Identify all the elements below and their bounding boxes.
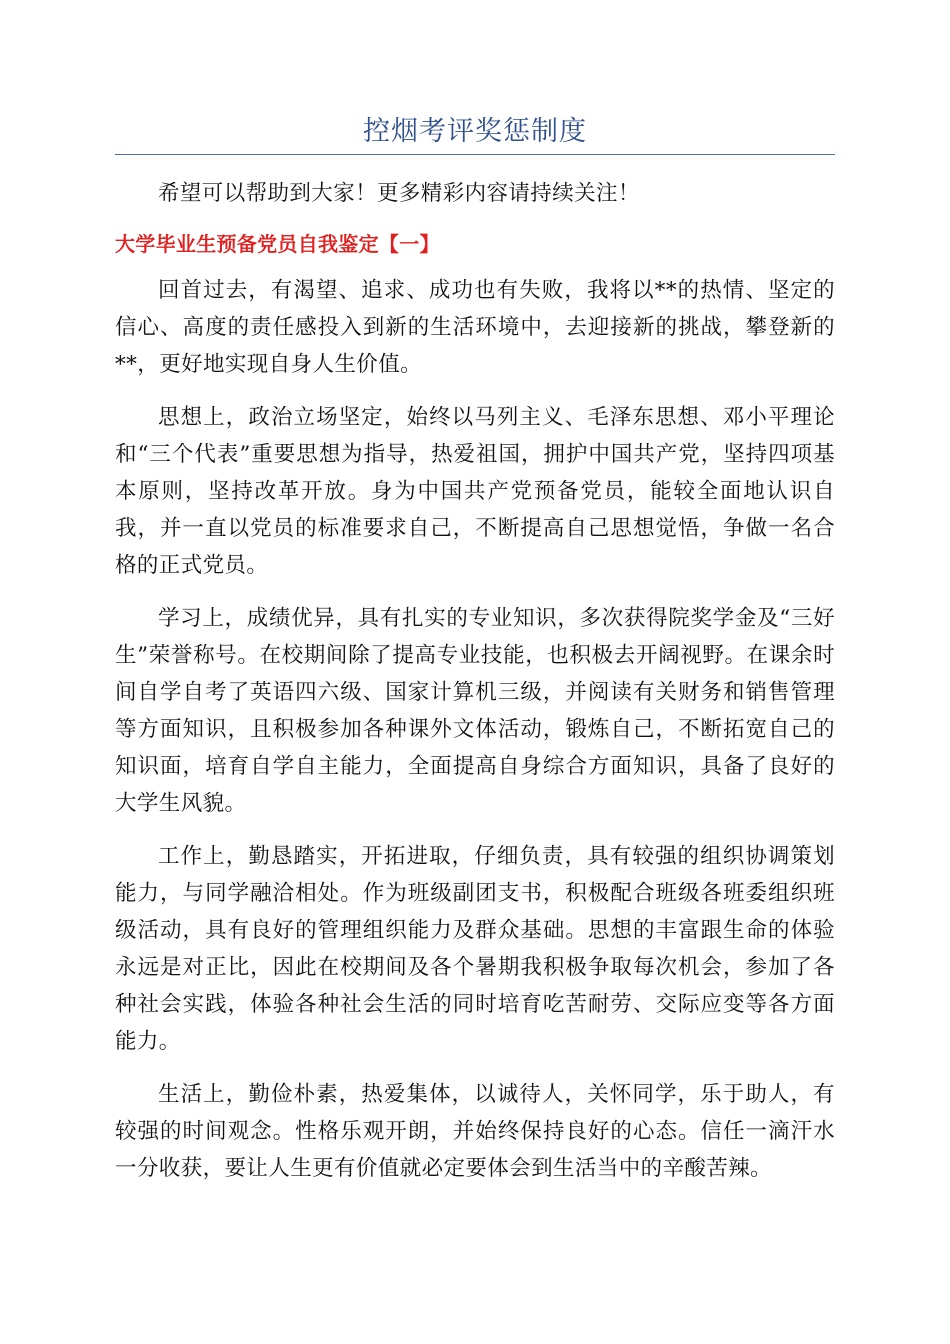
paragraph-study: 学习上，成绩优异，具有扎实的专业知识，多次获得院奖学金及“三好生”荣誉称号。在校期间除了提高专业技能，也积极去开阔视野。在课余时间自学自考了英语四六级、国家计算机三级，并阅读有关财务和销售管理等方面知识，且积极参加各种课外文体活动，锻炼自己，不断拓宽自己的知识面，培育自学自主能力，全面提高自身综合方面知识，具备了良好的大学生风貌。 bbox=[115, 606, 835, 816]
intro-line: 希望可以帮助到大家！更多精彩内容请持续关注！ bbox=[158, 181, 640, 206]
document-body bbox=[115, 175, 835, 1203]
section-heading: 大学毕业生预备党员自我鉴定【一】 bbox=[115, 232, 440, 256]
paragraph-review: 回首过去，有渴望、追求、成功也有失败，我将以**的热情、坚定的信心、高度的责任感投入到新的生活环境中，去迎接新的挑战，攀登新的**，更好地实现自身人生价值。 bbox=[115, 278, 835, 377]
paragraph-work: 工作上，勤恳踏实，开拓进取，仔细负责，具有较强的组织协调策划能力，与同学融洽相处。作为班级副团支书，积极配合班级各班委组织班级活动，具有良好的管理组织能力及群众基础。思想的丰富跟生命的体验永远是对正比，因此在校期间及各个暑期我积极争取每次机会，参加了各种社会实践，体验各种社会生活的同时培育吃苦耐劳、交际应变等各方面能力。 bbox=[115, 844, 835, 1054]
paragraph-ideology: 思想上，政治立场坚定，始终以马列主义、毛泽东思想、邓小平理论和“三个代表”重要思想为指导，热爱祖国，拥护中国共产党，坚持四项基本原则，坚持改革开放。身为中国共产党预备党员，能较全面地认识自我，并一直以党员的标准要求自己，不断提高自己思想觉悟，争做一名合格的正式党员。 bbox=[115, 405, 835, 578]
header-divider bbox=[115, 154, 835, 155]
document-header-title: 控烟考评奖惩制度 bbox=[363, 116, 587, 147]
paragraph-life: 生活上，勤俭朴素，热爱集体，以诚待人，关怀同学，乐于助人，有较强的时间观念。性格乐观开朗，并始终保持良好的心态。信任一滴汗水一分收获，要让人生更有价值就必定要体会到生活当中的辛酸苦辣。 bbox=[115, 1082, 835, 1181]
